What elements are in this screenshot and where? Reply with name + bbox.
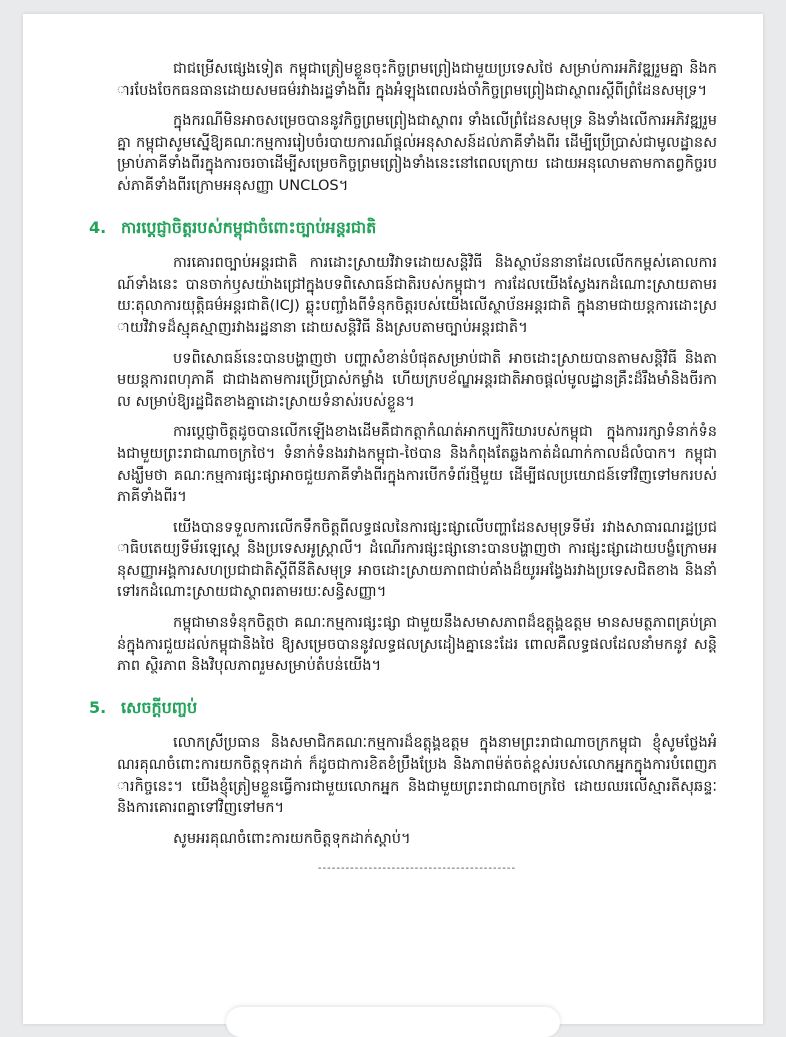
- paragraph: យើងបានទទួលការលើកទឹកចិត្តពីលទ្ធផលនៃការផ្សះផ្សាលើបញ្ហាដែនសមុទ្រទីម័រ រវាងសាធារណរដ្ឋប្រជាធិបតេយ្យទីម័រឡេស្តេ និងប្រទេសអូស្ត្រាលី។ ដំណើរការផ្សះផ្សានោះបានបង្ហាញថា ការផ្សះផ្សាដោយបង្ខំក្រោមអនុសញ្ញាអង្គការសហប្រជាជាតិស្តីពីនីតិសមុទ្រ អាចដោះស្រាយភាពជាប់គាំងដ៏យូរអង្វែងរវាងប្រទេសជិតខាង និងនាំទៅរកដំណោះស្រាយជាស្ថាពរតាមរយៈសន្ធិសញ្ញា។: [117, 518, 717, 601]
- paragraph: បទពិសោធន៍នេះបានបង្ហាញថា បញ្ហាសំខាន់បំផុតសម្រាប់ជាតិ អាចដោះស្រាយបានតាមសន្តិវិធី និងតាមយន្តការពហុភាគី ជាជាងតាមការប្រើប្រាស់កម្លាំង ហើយក្របខ័ណ្ឌអន្តរជាតិអាចផ្តល់មូលដ្ឋានគ្រឹះដ៏រឹងមាំនិងចីរកាល សម្រាប់ឱ្យរដ្ឋជិតខាងគ្នាដោះស្រាយទំនាស់របស់ខ្លួន។: [117, 349, 717, 410]
- paragraph: ការគោរពច្បាប់អន្តរជាតិ ការដោះស្រាយវិវាទដោយសន្តិវិធី និងស្ថាប័ននានាដែលលើកកម្ពស់គោលការណ៍ទាំងនេះ បានចាក់ឫសយ៉ាងជ្រៅក្នុងបទពិសោធន៍ជាតិរបស់កម្ពុជា។ ការដែលយើងស្វែងរកដំណោះស្រាយតាមរយៈតុលាការយុត្តិធម៌អន្តរជាតិ(ICJ) ឆ្លុះបញ្ចាំងពីទំនុកចិត្តរបស់យើងលើស្ថាប័នអន្តរជាតិ ក្នុងនាមជាយន្តការដោះស្រាយវិវាទដ៏ស្មុគស្មាញរវាងរដ្ឋនានា ដោយសន្តិវិធី និងស្របតាមច្បាប់អន្តរជាតិ។: [117, 254, 717, 336]
- paragraph: សូមអរគុណចំពោះការយកចិត្តទុកដាក់ស្តាប់។: [173, 829, 411, 847]
- paragraph: ជាជម្រើសផ្សេងទៀត កម្ពុជាត្រៀមខ្លួនចុះកិច្ចព្រមព្រៀងជាមួយប្រទេសថៃ សម្រាប់ការអភិវឌ្ឍរួមគ្នា និងការបែងចែកធនធានដោយសមធម៌រវាងរដ្ឋទាំងពីរ ក្នុងអំឡុងពេលរង់ចាំកិច្ចព្រមព្រៀងជាស្ថាពរស្តីពីព្រំដែនសមុទ្រ។: [117, 60, 717, 99]
- paragraph: កម្ពុជាមានទំនុកចិត្តថា គណៈកម្មការផ្សះផ្សា ជាមួយនឹងសមាសភាពដ៏ឧត្តុង្គឧត្តម មានសមត្ថភាពគ្រប់គ្រាន់ក្នុងការជួយដល់កម្ពុជានិងថៃ ឱ្យសម្រេចបាននូវលទ្ធផលស្រដៀងគ្នានេះដែរ ពោលគឺលទ្ធផលដែលនាំមកនូវ សន្តិភាព ស្ថិរភាព និងវិបុលភាពរួមសម្រាប់តំបន់យើង។: [117, 614, 717, 675]
- section-title: សេចក្តីបញ្ចប់: [121, 697, 198, 717]
- paragraph: ការប្តេជ្ញាចិត្តដូចបានលើកឡើងខាងដើមគឺជាកត្តាកំណត់អាកប្បកិរិយារបស់កម្ពុជា ក្នុងការរក្សាទំនាក់ទំនងជាមួយព្រះរាជាណាចក្រថៃ។ ទំនាក់ទំនងរវាងកម្ពុជា-ថៃបាន និងកំពុងតែឆ្លងកាត់ដំណាក់កាលដ៏លំបាក។ កម្ពុជាសង្ឃឹមថា គណៈកម្មការផ្សះផ្សាអាចជួយភាគីទាំងពីរក្នុងការបើកទំព័រថ្មីមួយ ដើម្បីផលប្រយោជន៍ទៅវិញទៅមករបស់ភាគីទាំងពីរ។: [117, 423, 717, 506]
- bottom-handle-bar[interactable]: [226, 1007, 560, 1037]
- document-page: [23, 14, 763, 1024]
- section-number: 5.: [89, 697, 107, 717]
- end-divider: -------------------------------------------: [317, 863, 517, 875]
- section-heading-5: [89, 697, 717, 719]
- paragraph: ក្នុងករណីមិនអាចសម្រេចបាននូវកិច្ចព្រមព្រៀងជាស្ថាពរ ទាំងលើព្រំដែនសមុទ្រ និងទាំងលើការអភិវឌ្ឍរួមគ្នា កម្ពុជាសូមស្នើឱ្យគណៈកម្មការរៀបចំរបាយការណ៍ផ្តល់អនុសាសន៍ដល់ភាគីទាំងពីរ ដើម្បីប្រើប្រាស់ជាមូលដ្ឋានសម្រាប់ភាគីទាំងពីរក្នុងការចរចាដើម្បីសម្រេចកិច្ចព្រមព្រៀងទាំងនេះនៅពេលក្រោយ ដោយអនុលោមតាមកាតព្វកិច្ចរបស់ភាគីទាំងពីរក្រោមអនុសញ្ញា UNCLOS។: [117, 112, 717, 194]
- section-title: ការប្តេជ្ញាចិត្តរបស់កម្ពុជាចំពោះច្បាប់អន្តរជាតិ: [121, 217, 377, 237]
- section-number: 4.: [89, 217, 107, 237]
- document-content: [89, 58, 717, 880]
- section-heading-4: [89, 217, 717, 239]
- paragraph: លោកស្រីប្រធាន និងសមាជិកគណៈកម្មការដ៏ឧត្តុង្គឧត្តម ក្នុងនាមព្រះរាជាណាចក្រកម្ពុជា ខ្ញុំសូមថ្លែងអំណរគុណចំពោះការយកចិត្តទុកដាក់ ក៏ដូចជាការខិតខំប្រឹងប្រែង និងភាពម៉ត់ចត់ខ្ពស់របស់លោកអ្នកក្នុងការបំពេញភារកិច្ចនេះ។ យើងខ្ញុំត្រៀមខ្លួនធ្វើការជាមួយលោកអ្នក និងជាមួយព្រះរាជាណាចក្រថៃ ដោយឈរលើស្មារតីសុឆន្ទៈ និងការគោរពគ្នាទៅវិញទៅមក។: [117, 734, 717, 817]
